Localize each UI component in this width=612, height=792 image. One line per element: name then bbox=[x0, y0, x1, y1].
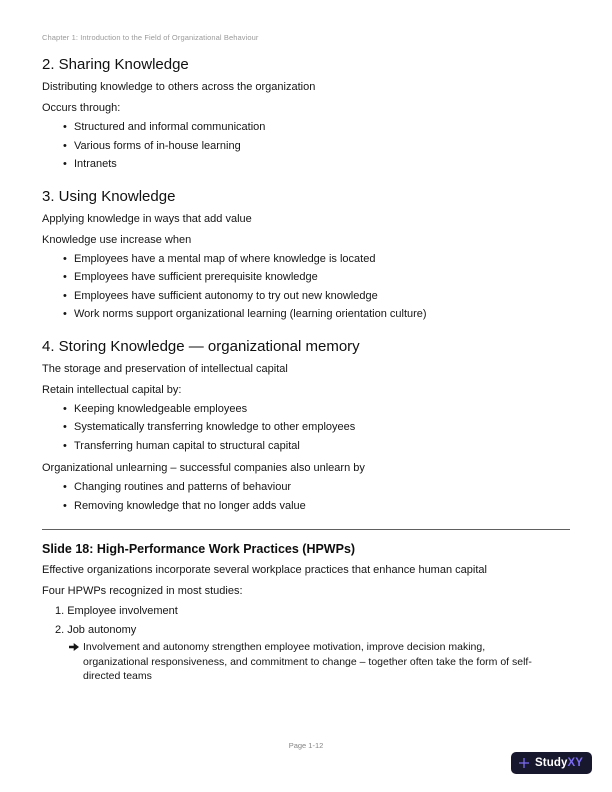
running-header: Chapter 1: Introduction to the Field of Organizational Behaviour bbox=[42, 33, 259, 42]
list-item: • Structured and informal communication bbox=[63, 118, 570, 137]
bullet-list bbox=[42, 400, 570, 456]
list-item: • Removing knowledge that no longer adds value bbox=[63, 497, 570, 516]
numbered-item-text: Job autonomy bbox=[67, 623, 137, 636]
section-heading: 4. Storing Knowledge — organizational memory bbox=[42, 337, 360, 355]
section-sharing-knowledge bbox=[42, 55, 570, 174]
list-item: • Employees have sufficient prerequisite knowledge bbox=[63, 268, 570, 287]
item-number: 2. bbox=[55, 623, 65, 636]
note-text: Involvement and autonomy strengthen employee motivation, improve decision making, organizational responsiveness, and commitment to change – together often take the form of self-directed teams bbox=[83, 641, 532, 682]
paragraph: Effective organizations incorporate several workplace practices that enhance human capital bbox=[42, 564, 487, 576]
paragraph: Knowledge use increase when bbox=[42, 233, 192, 246]
plus-icon bbox=[518, 757, 530, 769]
paragraph: Retain intellectual capital by: bbox=[42, 383, 182, 396]
numbered-list bbox=[42, 602, 570, 639]
list-item: • Keeping knowledgeable employees bbox=[63, 400, 570, 419]
section-divider bbox=[42, 529, 570, 530]
list-item: • Transferring human capital to structural capital bbox=[63, 437, 570, 456]
list-item: • Intranets bbox=[63, 155, 570, 174]
studyxy-logo bbox=[511, 752, 592, 774]
arrow-note bbox=[69, 640, 543, 684]
list-item: • Systematically transferring knowledge to other employees bbox=[63, 418, 570, 437]
paragraph: Applying knowledge in ways that add value bbox=[42, 212, 252, 225]
brand-name-accent: XY bbox=[567, 757, 583, 769]
paragraph: Distributing knowledge to others across the organization bbox=[42, 81, 316, 93]
list-item: • Work norms support organizational learning (learning orientation culture) bbox=[63, 305, 570, 324]
section-heading: 3. Using Knowledge bbox=[42, 187, 176, 205]
numbered-item bbox=[55, 621, 570, 640]
section-slide-18-hpwps bbox=[42, 541, 570, 684]
bullet-list bbox=[42, 250, 570, 324]
section-heading: 2. Sharing Knowledge bbox=[42, 56, 189, 73]
bullet-list bbox=[42, 118, 570, 174]
numbered-item-text: Employee involvement bbox=[67, 605, 178, 617]
list-item: • Employees have sufficient autonomy to try out new knowledge bbox=[63, 287, 570, 306]
list-item: • Changing routines and patterns of behaviour bbox=[63, 478, 570, 497]
item-number: 1. bbox=[55, 605, 65, 617]
paragraph: Organizational unlearning – successful companies also unlearn by bbox=[42, 462, 365, 474]
numbered-item bbox=[55, 602, 570, 621]
page-number: Page 1-12 bbox=[288, 741, 324, 750]
list-item: • Employees have a mental map of where knowledge is located bbox=[63, 250, 570, 269]
section-storing-knowledge bbox=[42, 337, 570, 516]
paragraph: The storage and preservation of intellectual capital bbox=[42, 362, 288, 375]
paragraph: Four HPWPs recognized in most studies: bbox=[42, 585, 243, 597]
arrow-right-icon bbox=[69, 643, 79, 651]
section-using-knowledge bbox=[42, 187, 570, 324]
paragraph: Occurs through: bbox=[42, 102, 121, 114]
list-item: • Various forms of in-house learning bbox=[63, 137, 570, 156]
bullet-list bbox=[42, 478, 570, 515]
slide-heading: Slide 18: High-Performance Work Practices (HPWPs) bbox=[42, 542, 356, 556]
brand-name: Study bbox=[535, 757, 568, 769]
